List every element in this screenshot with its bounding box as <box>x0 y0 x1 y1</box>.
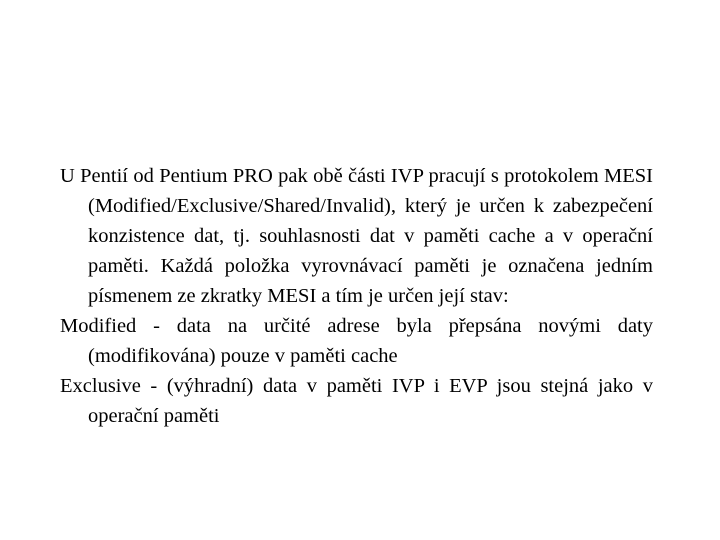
paragraph-modified-state: Modified - data na určité adrese byla přepsána novými daty (modifikována) pouze v paměti cache <box>60 315 653 367</box>
slide-body-text <box>60 161 653 431</box>
paragraph-exclusive-state: Exclusive - (výhradní) data v paměti IVP i EVP jsou stejná jako v operační paměti <box>60 375 653 427</box>
paragraph-mesi-intro: U Pentií od Pentium PRO pak obě části IVP pracují s protokolem MESI (Modified/Exclusive/Shared/Invalid), který je určen k zabezpečení konzistence dat, tj. souhlasnosti dat v paměti cache a v operační paměti. Každá položka vyrovnávací paměti je označena jedním písmenem ze zkratky MESI a tím je určen její stav: <box>60 165 653 307</box>
